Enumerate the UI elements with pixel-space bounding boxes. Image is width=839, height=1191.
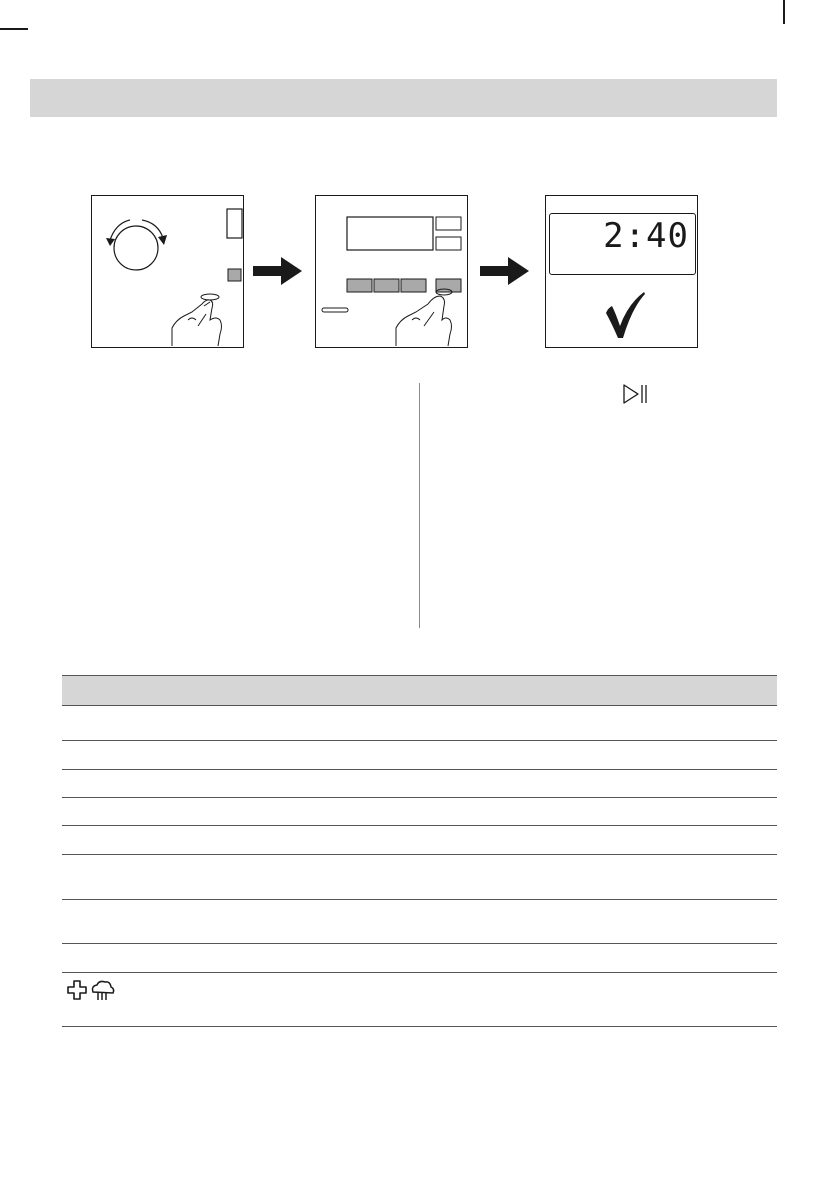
table-row bbox=[62, 741, 777, 770]
table-row bbox=[62, 826, 777, 855]
table-row bbox=[62, 770, 777, 798]
crop-mark-vertical bbox=[783, 0, 785, 24]
plus-cross-icon bbox=[68, 981, 86, 999]
option-button-3 bbox=[401, 279, 426, 292]
lcd-display bbox=[347, 217, 433, 250]
table-row bbox=[62, 706, 777, 741]
column-divider bbox=[419, 383, 420, 628]
crop-mark-top bbox=[0, 28, 28, 30]
indicator-bar bbox=[322, 308, 348, 312]
section-header-bar bbox=[30, 79, 777, 117]
program-dial bbox=[114, 226, 158, 270]
option-button-4 bbox=[436, 279, 461, 292]
panel-select-program bbox=[91, 195, 244, 348]
table-row bbox=[62, 798, 777, 826]
rotate-arrow-left-icon bbox=[110, 220, 130, 240]
steam-cloud-icon bbox=[93, 981, 114, 1000]
table-row bbox=[62, 900, 777, 944]
panel-button bbox=[228, 269, 241, 281]
side-button-bottom bbox=[436, 237, 461, 250]
option-button-1 bbox=[347, 279, 372, 292]
flow-arrow-1-icon bbox=[253, 255, 303, 292]
table-row bbox=[62, 973, 777, 1027]
table-row bbox=[62, 944, 777, 973]
remaining-time-readout: 2:40 bbox=[603, 216, 689, 256]
pressing-hand-icon bbox=[172, 294, 222, 346]
program-dial-illustration bbox=[92, 196, 245, 349]
rotate-arrow-right-icon bbox=[142, 220, 163, 238]
panel-select-options bbox=[315, 195, 468, 348]
option-button-2 bbox=[374, 279, 399, 292]
side-button-top bbox=[436, 217, 461, 230]
pressing-hand-icon bbox=[396, 289, 452, 346]
flow-arrow-2-icon bbox=[480, 255, 530, 292]
lcd-display bbox=[549, 213, 696, 275]
row-icons bbox=[66, 979, 118, 1008]
options-illustration bbox=[316, 196, 469, 349]
table-header bbox=[62, 675, 777, 706]
play-pause-icon bbox=[622, 383, 650, 410]
display-slot bbox=[227, 209, 242, 238]
table-row bbox=[62, 855, 777, 900]
panel-confirm bbox=[545, 195, 698, 348]
